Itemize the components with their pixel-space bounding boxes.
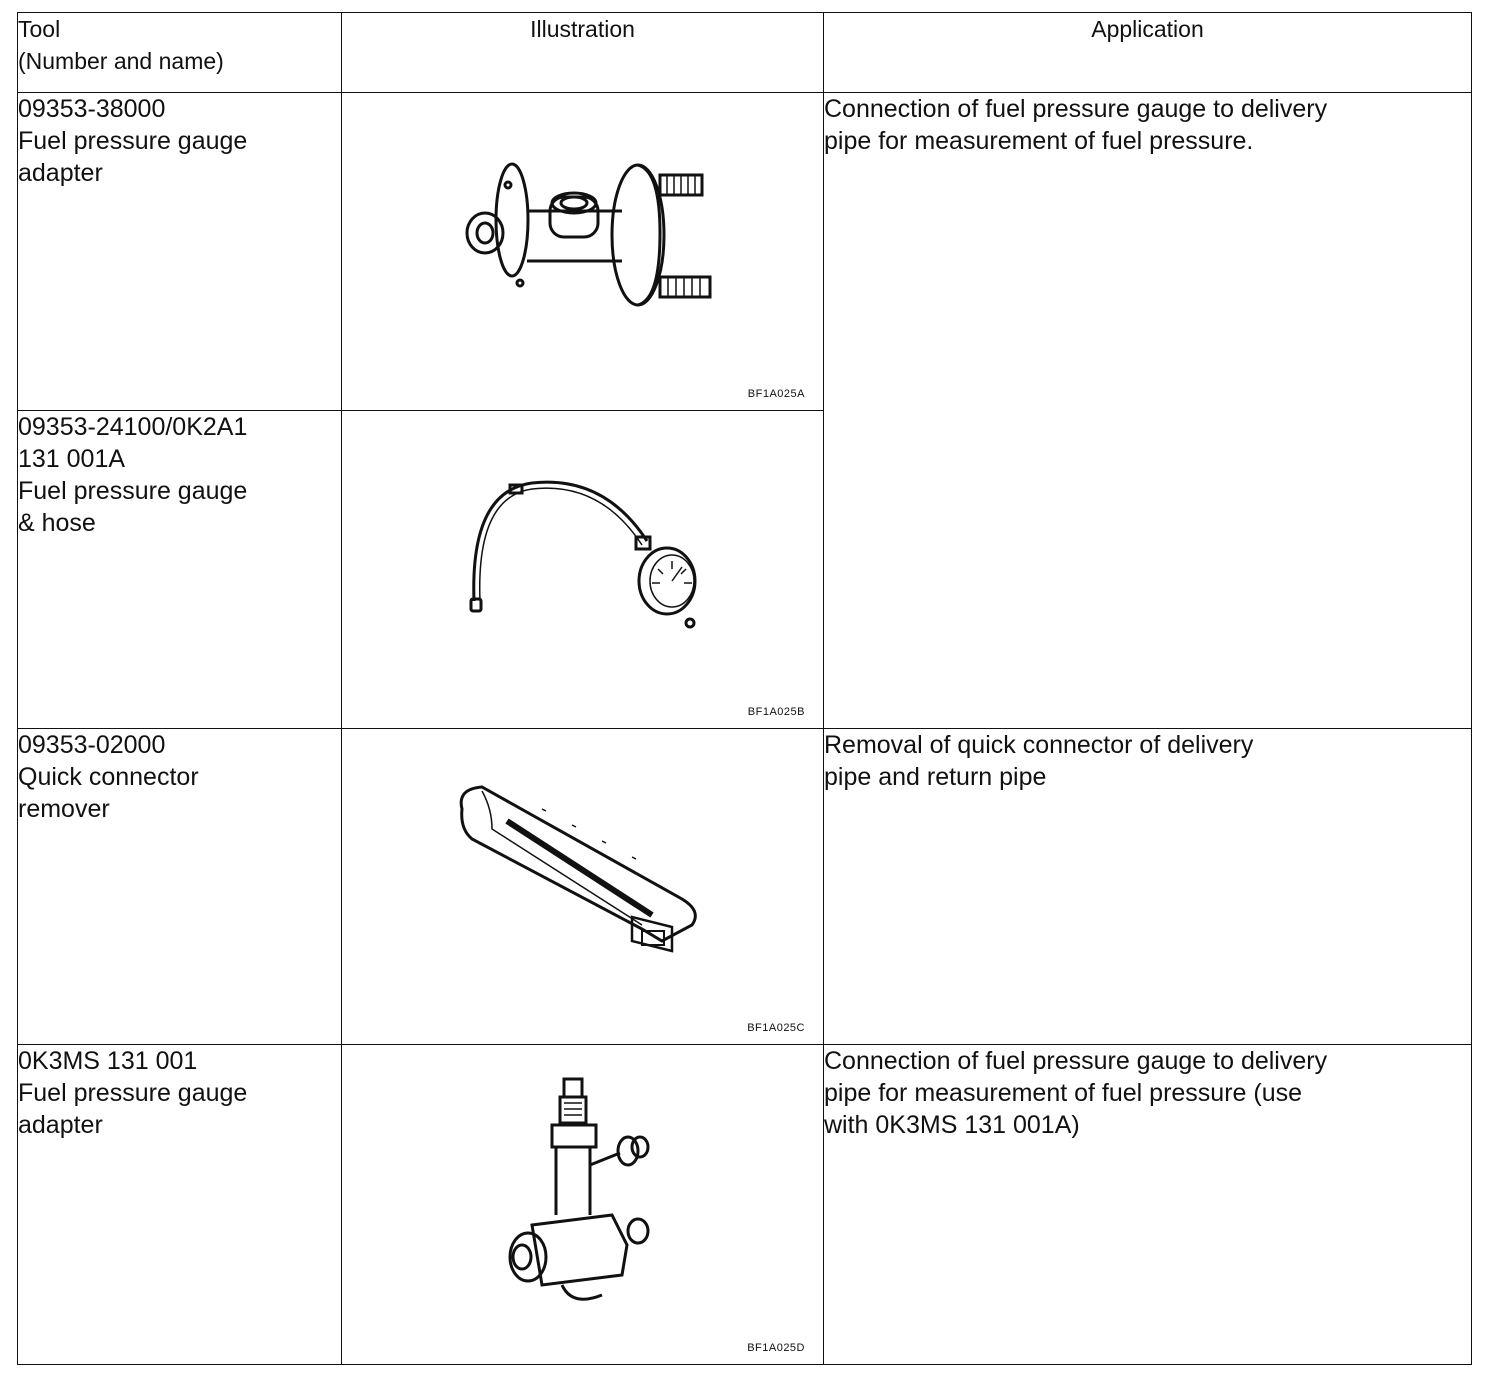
tool-number-line2: 131 001A [18,445,126,473]
tool-name-line: Fuel pressure gauge [18,1079,248,1107]
figure-code: BF1A025B [747,706,805,718]
quick-connector-remover-illustration [342,729,824,1045]
illustration-cell [342,729,824,1045]
tool-name-line: adapter [18,1111,103,1139]
header-application: Application [824,13,1472,93]
fuel-gauge-adapter-illustration [342,93,824,411]
header-tool-line1: Tool [18,16,61,42]
tool-name-line: remover [18,795,110,823]
tool-cell [18,729,342,1045]
application-line: pipe for measurement of fuel pressure (use [824,1079,1303,1107]
figure-code: BF1A025A [747,388,805,400]
tool-number: 09353-24100/0K2A1 [18,413,248,441]
header-tool [18,13,342,93]
application-line: Removal of quick connector of delivery [824,731,1254,759]
header-tool-line2: (Number and name) [18,48,224,74]
tool-name-line: Fuel pressure gauge [18,477,248,505]
figure-code: BF1A025D [747,1342,805,1354]
illustration-cell [342,93,824,411]
tool-number: 0K3MS 131 001 [18,1047,198,1075]
application-cell [824,93,1472,729]
tool-cell [18,411,342,729]
table-row [18,729,1472,1045]
gauge-adapter-fitting-illustration [342,1045,824,1365]
table-row [18,1045,1472,1365]
tool-cell [18,93,342,411]
application-line: pipe and return pipe [824,763,1047,791]
illustration-cell [342,1045,824,1365]
tool-number: 09353-02000 [18,731,166,759]
table-header-row [18,13,1472,93]
tool-name-line: & hose [18,509,96,537]
application-line: with 0K3MS 131 001A) [824,1111,1080,1139]
table-row [18,93,1472,411]
application-cell [824,1045,1472,1365]
tool-cell [18,1045,342,1365]
illustration-cell [342,411,824,729]
fuel-pressure-gauge-hose-illustration [342,411,824,729]
special-tools-table [17,12,1472,1365]
tool-name-line: Fuel pressure gauge [18,127,248,155]
application-line: Connection of fuel pressure gauge to delivery [824,1047,1328,1075]
tool-name-line: adapter [18,159,103,187]
application-line: pipe for measurement of fuel pressure. [824,127,1254,155]
header-illustration: Illustration [342,13,824,93]
tool-number: 09353-38000 [18,95,166,123]
application-cell [824,729,1472,1045]
application-line: Connection of fuel pressure gauge to delivery [824,95,1328,123]
figure-code: BF1A025C [747,1022,805,1034]
tool-name-line: Quick connector [18,763,199,791]
